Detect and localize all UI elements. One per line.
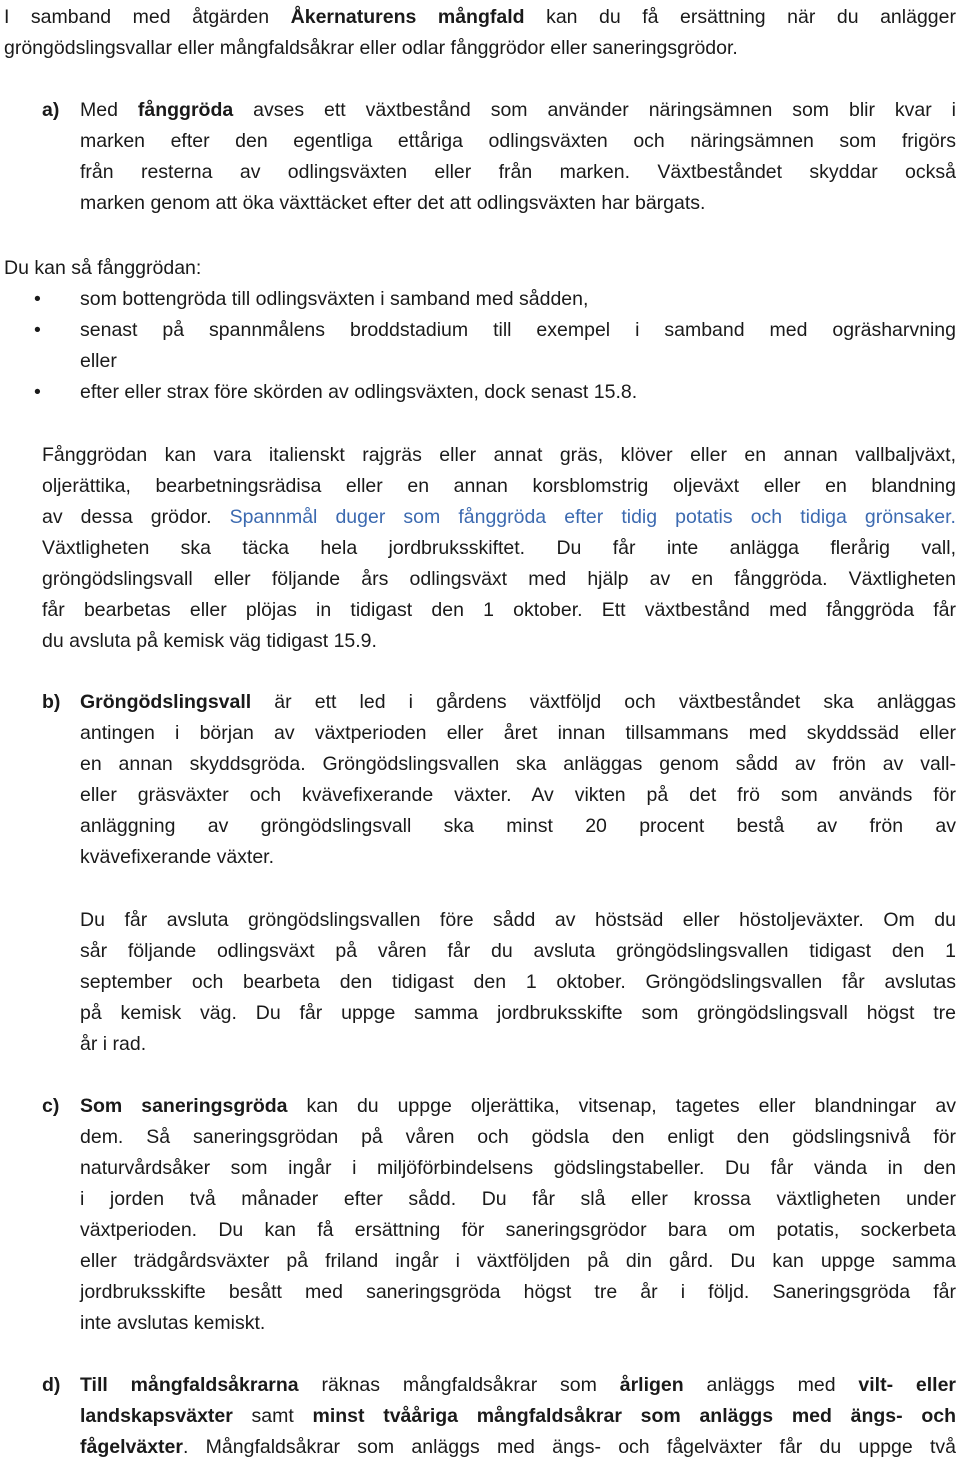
paragraph-line: på kemisk väg. Du får uppge samma jordbruksskifte som gröngödslingsvall högst tre — [80, 1002, 956, 1024]
paragraph-line: sår följande odlingsväxt på våren får du avsluta gröngödslingsvallen tidigast den 1 — [80, 940, 956, 962]
section-d-line — [80, 1432, 956, 1463]
bold-term: Till mångfaldsåkrarna — [80, 1374, 299, 1396]
section-c-line: inte avslutas kemiskt. — [80, 1312, 266, 1334]
bold-term: fånggröda — [137, 99, 234, 121]
section-a-line: marken genom att öka växttäcket efter det att odlingsväxten har bärgats. — [80, 192, 706, 214]
bold-term: Som saneringsgröda — [80, 1095, 288, 1117]
text: Växtbeståndet skyddar också — [630, 161, 957, 183]
bullet-icon: • — [34, 381, 41, 403]
text: . Mångfaldsåkrar som anläggs med ängs- och fågelväxter får du uppge två — [182, 1436, 956, 1458]
section-c-line: naturvårdsåker som ingår i miljöförbindelsens gödslingstabeller. Du får vända in den — [80, 1157, 956, 1179]
section-a-line — [80, 157, 956, 188]
bold-term: vilt- eller — [858, 1374, 957, 1396]
intro-text: I samband med åtgärden — [4, 6, 291, 28]
text: samt — [232, 1405, 313, 1427]
section-c-line: jordbruksskifte besått med saneringsgröda högst tre år i följd. Saneringsgröda får — [80, 1281, 956, 1303]
section-c-line: dem. Så saneringsgrödan på våren och gödsla den enligt den gödslingsnivå för — [80, 1126, 956, 1148]
text: räknas mångfaldsåkrar som — [298, 1374, 620, 1396]
text: anläggs med — [683, 1374, 859, 1396]
text: kan du uppge oljerättika, vitsenap, tagetes eller blandningar av — [287, 1095, 956, 1117]
paragraph-line: Växtligheten ska täcka hela jordbruksskiftet. Du får inte anlägga flerårig vall, — [42, 537, 956, 559]
bullet-item — [4, 377, 956, 408]
section-d-marker: d) — [42, 1374, 61, 1396]
bullet-text-continuation: eller — [80, 350, 117, 372]
sow-lead: Du kan så fånggrödan: — [4, 257, 202, 279]
section-b-paragraph-2 — [80, 905, 956, 1060]
text: från resterna av odlingsväxten eller från marken. — [80, 161, 631, 183]
paragraph-line: Du får avsluta gröngödslingsvallen före sådd av höstsäd eller höstoljeväxter. Om du — [80, 909, 956, 931]
intro-bold-term: Åkernaturens mångfald — [290, 6, 525, 28]
section-b — [42, 687, 956, 873]
section-c-marker: c) — [42, 1095, 60, 1117]
section-b-line: en annan skyddsgröda. Gröngödslingsvallen ska anläggas genom sådd av frön av vall- — [80, 753, 956, 775]
bullet-icon: • — [34, 319, 41, 341]
bullet-text: senast på spannmålens broddstadium till exempel i samband med ogräsharvning — [80, 319, 956, 341]
text: avses ett växtbestånd som använder näringsämnen som blir kvar i — [233, 99, 957, 121]
section-b-marker: b) — [42, 691, 61, 713]
section-d — [42, 1370, 956, 1463]
section-b-line: eller gräsväxter och kvävefixerande växter. Av vikten på det frö som används för — [80, 784, 956, 806]
section-c-line: i jorden två månader efter sådd. Du får slå eller krossa växtligheten under — [80, 1188, 956, 1210]
intro-paragraph — [4, 2, 956, 64]
section-b-line: anläggning av gröngödslingsvall ska minst 20 procent bestå av frön av — [80, 815, 956, 837]
paragraph-line: år i rad. — [80, 1033, 147, 1055]
section-d-line — [80, 1370, 956, 1401]
bold-term: minst tvååriga mångfaldsåkrar som anläggs med ängs- och — [312, 1405, 957, 1427]
section-a-line — [80, 95, 956, 126]
section-d-line — [80, 1401, 956, 1432]
section-c-line: växtperioden. Du kan få ersättning för saneringsgrödor bara om potatis, sockerbeta — [80, 1219, 956, 1241]
section-a-line: marken efter den egentliga ettåriga odlingsväxten och näringsämnen som frigörs — [80, 130, 956, 152]
paragraph-line: du avsluta på kemisk väg tidigast 15.9. — [42, 630, 377, 652]
bullet-icon: • — [34, 288, 41, 310]
bold-term: fågelväxter — [80, 1436, 183, 1458]
section-b-line: antingen i början av växtperioden eller året innan tillsammans med skyddssäd eller — [80, 722, 956, 744]
section-b-line — [80, 687, 956, 718]
paragraph-line: får bearbetas eller plöjas in tidigast den 1 oktober. Ett växtbestånd med fånggröda får — [42, 599, 956, 621]
section-c — [42, 1091, 956, 1339]
section-a — [42, 95, 956, 219]
bullet-text: som bottengröda till odlingsväxten i samband med sådden, — [80, 288, 589, 310]
bold-term: årligen — [619, 1374, 684, 1396]
intro-text: kan du få ersättning när du anlägger — [524, 6, 956, 28]
paragraph-line: gröngödslingsvall eller följande års odlingsväxt med hjälp av en fånggröda. Växtligheten — [42, 568, 956, 590]
bullet-item — [4, 315, 956, 377]
text: Med — [80, 99, 138, 121]
text: av dessa grödor. — [42, 506, 212, 528]
bullet-text: efter eller strax före skörden av odlingsväxten, dock senast 15.8. — [80, 381, 638, 403]
paragraph-line: september och bearbeta den tidigast den 1 oktober. Gröngödslingsvallen får avslutas — [80, 971, 956, 993]
section-a-marker: a) — [42, 99, 60, 121]
text: är ett led i gårdens växtföljd och växtbeståndet ska anläggas — [251, 691, 956, 713]
section-b-line: kvävefixerande växter. — [80, 846, 275, 868]
catch-crop-paragraph — [42, 440, 956, 657]
section-c-line: eller trädgårdsväxter på friland ingår i växtföljden på din gård. Du kan uppge samma — [80, 1250, 956, 1272]
paragraph-line: Fånggrödan kan vara italienskt rajgräs eller annat gräs, klöver eller en annan vallbaljväxt, — [42, 444, 956, 466]
paragraph-line — [42, 502, 956, 533]
section-c-line — [80, 1091, 956, 1122]
intro-line-2: gröngödslingsvallar eller mångfaldsåkrar eller odlar fånggrödor eller saneringsgrödor. — [4, 37, 738, 59]
highlighted-text: Spannmål duger som fånggröda efter tidig potatis och tidiga grönsaker. — [211, 506, 956, 528]
bullet-item — [4, 284, 956, 315]
paragraph-line: oljerättika, bearbetningsrädisa eller en annan korsblomstrig oljeväxt eller en blandning — [42, 475, 956, 497]
intro-line-1 — [4, 2, 956, 33]
bold-term: Gröngödslingsvall — [80, 691, 252, 713]
bold-term: landskapsväxter — [80, 1405, 233, 1427]
